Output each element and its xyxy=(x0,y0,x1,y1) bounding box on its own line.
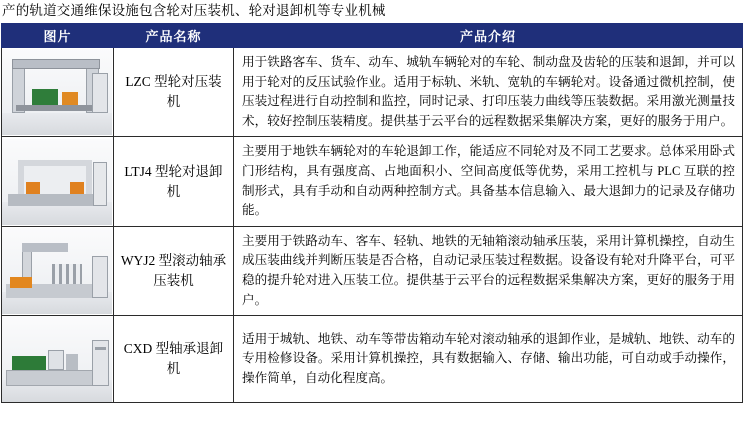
table-row xyxy=(2,316,743,403)
machine-rail xyxy=(16,105,98,111)
machine-control-cabinet xyxy=(92,73,108,113)
machine-orange-part xyxy=(10,277,32,288)
machine-control-cabinet xyxy=(93,162,107,206)
column-header-name: 产品名称 xyxy=(114,24,234,48)
product-name: WYJ2 型滚动轴承压装机 xyxy=(114,226,234,315)
product-name: LZC 型轮对压装机 xyxy=(114,48,234,137)
product-description: 主要用于地铁车辆轮对的车轮退卸工作，能适应不同轮对及不同工艺要求。总体采用卧式门形结构，具有强度高、占地面积小、空间高度低等优势，采用工控机与 PLC 互联的控制形式，具有手动和自动两种控制方式。具备基本信息输入、最大退卸力的记录及存储功能。 xyxy=(234,137,743,226)
table-row xyxy=(2,137,743,226)
machine-control-cabinet xyxy=(92,256,108,298)
product-photo-wyj2 xyxy=(2,228,112,314)
machine-green-part xyxy=(12,356,46,370)
table-row xyxy=(2,48,743,137)
machine-cabinet-display xyxy=(95,347,106,350)
machine-orange-part xyxy=(62,92,78,105)
column-header-image: 图片 xyxy=(2,24,114,48)
photo-floor xyxy=(2,113,112,135)
product-image-cell xyxy=(2,226,114,315)
product-photo-lzc xyxy=(2,49,112,135)
machine-green-part xyxy=(32,89,58,105)
machine-press-head xyxy=(22,243,68,252)
product-table xyxy=(1,23,743,403)
product-image-cell xyxy=(2,316,114,403)
machine-orange-part-right xyxy=(70,182,84,194)
product-image-cell xyxy=(2,48,114,137)
machine-orange-part-left xyxy=(26,182,40,194)
intro-paragraph: 产的轨道交通维保设施包含轮对压装机、轮对退卸机等专业机械 xyxy=(2,3,386,18)
table-row xyxy=(2,226,743,315)
product-description: 适用于城轨、地铁、动车等带齿箱动车轮对滚动轴承的退卸作业，是城轨、地铁、动车的专用检修设备。采用计算机操控，具有数据输入、存储、输出功能，可自动或手动操作，操作简单，自动化程度高。 xyxy=(234,316,743,403)
product-description: 用于铁路客车、货车、动车、城轨车辆轮对的车轮、制动盘及齿轮的压装和退卸，并可以用于轮对的反压试验作业。适用于标轨、米轨、宽轨的车辆轮对。设备通过微机控制，使压装过程进行自动控制和监控，同时记录、打印压装力曲线等压装数据。采用激光测量技术，较好控制压装精度。提供基于云平台的远程数据采集解决方案，更好的服务于用户。 xyxy=(234,48,743,137)
table-header-row xyxy=(2,24,743,48)
column-header-desc: 产品介绍 xyxy=(234,24,743,48)
product-name: LTJ4 型轮对退卸机 xyxy=(114,137,234,226)
machine-block-a xyxy=(48,350,64,370)
machine-roller-stack xyxy=(52,264,82,284)
product-name: CXD 型轴承退卸机 xyxy=(114,316,234,403)
product-description: 主要用于铁路动车、客车、轻轨、地铁的无轴箱滚动轴承压装，采用计算机操控，自动生成压装曲线并判断压装是否合格，自动记录压装过程数据。设备设有轮对升降平台，可平稳的提升轮对进入压装工位。提供基于云平台的远程数据采集解决方案，更好的服务于用户。 xyxy=(234,226,743,315)
machine-base xyxy=(8,194,106,206)
product-photo-ltj4 xyxy=(2,139,112,225)
product-image-cell xyxy=(2,137,114,226)
table-header xyxy=(2,24,743,48)
table-body xyxy=(2,48,743,403)
machine-bed xyxy=(6,370,94,386)
machine-block-b xyxy=(66,354,78,370)
machine-beam xyxy=(12,59,100,69)
product-photo-cxd xyxy=(2,316,112,402)
